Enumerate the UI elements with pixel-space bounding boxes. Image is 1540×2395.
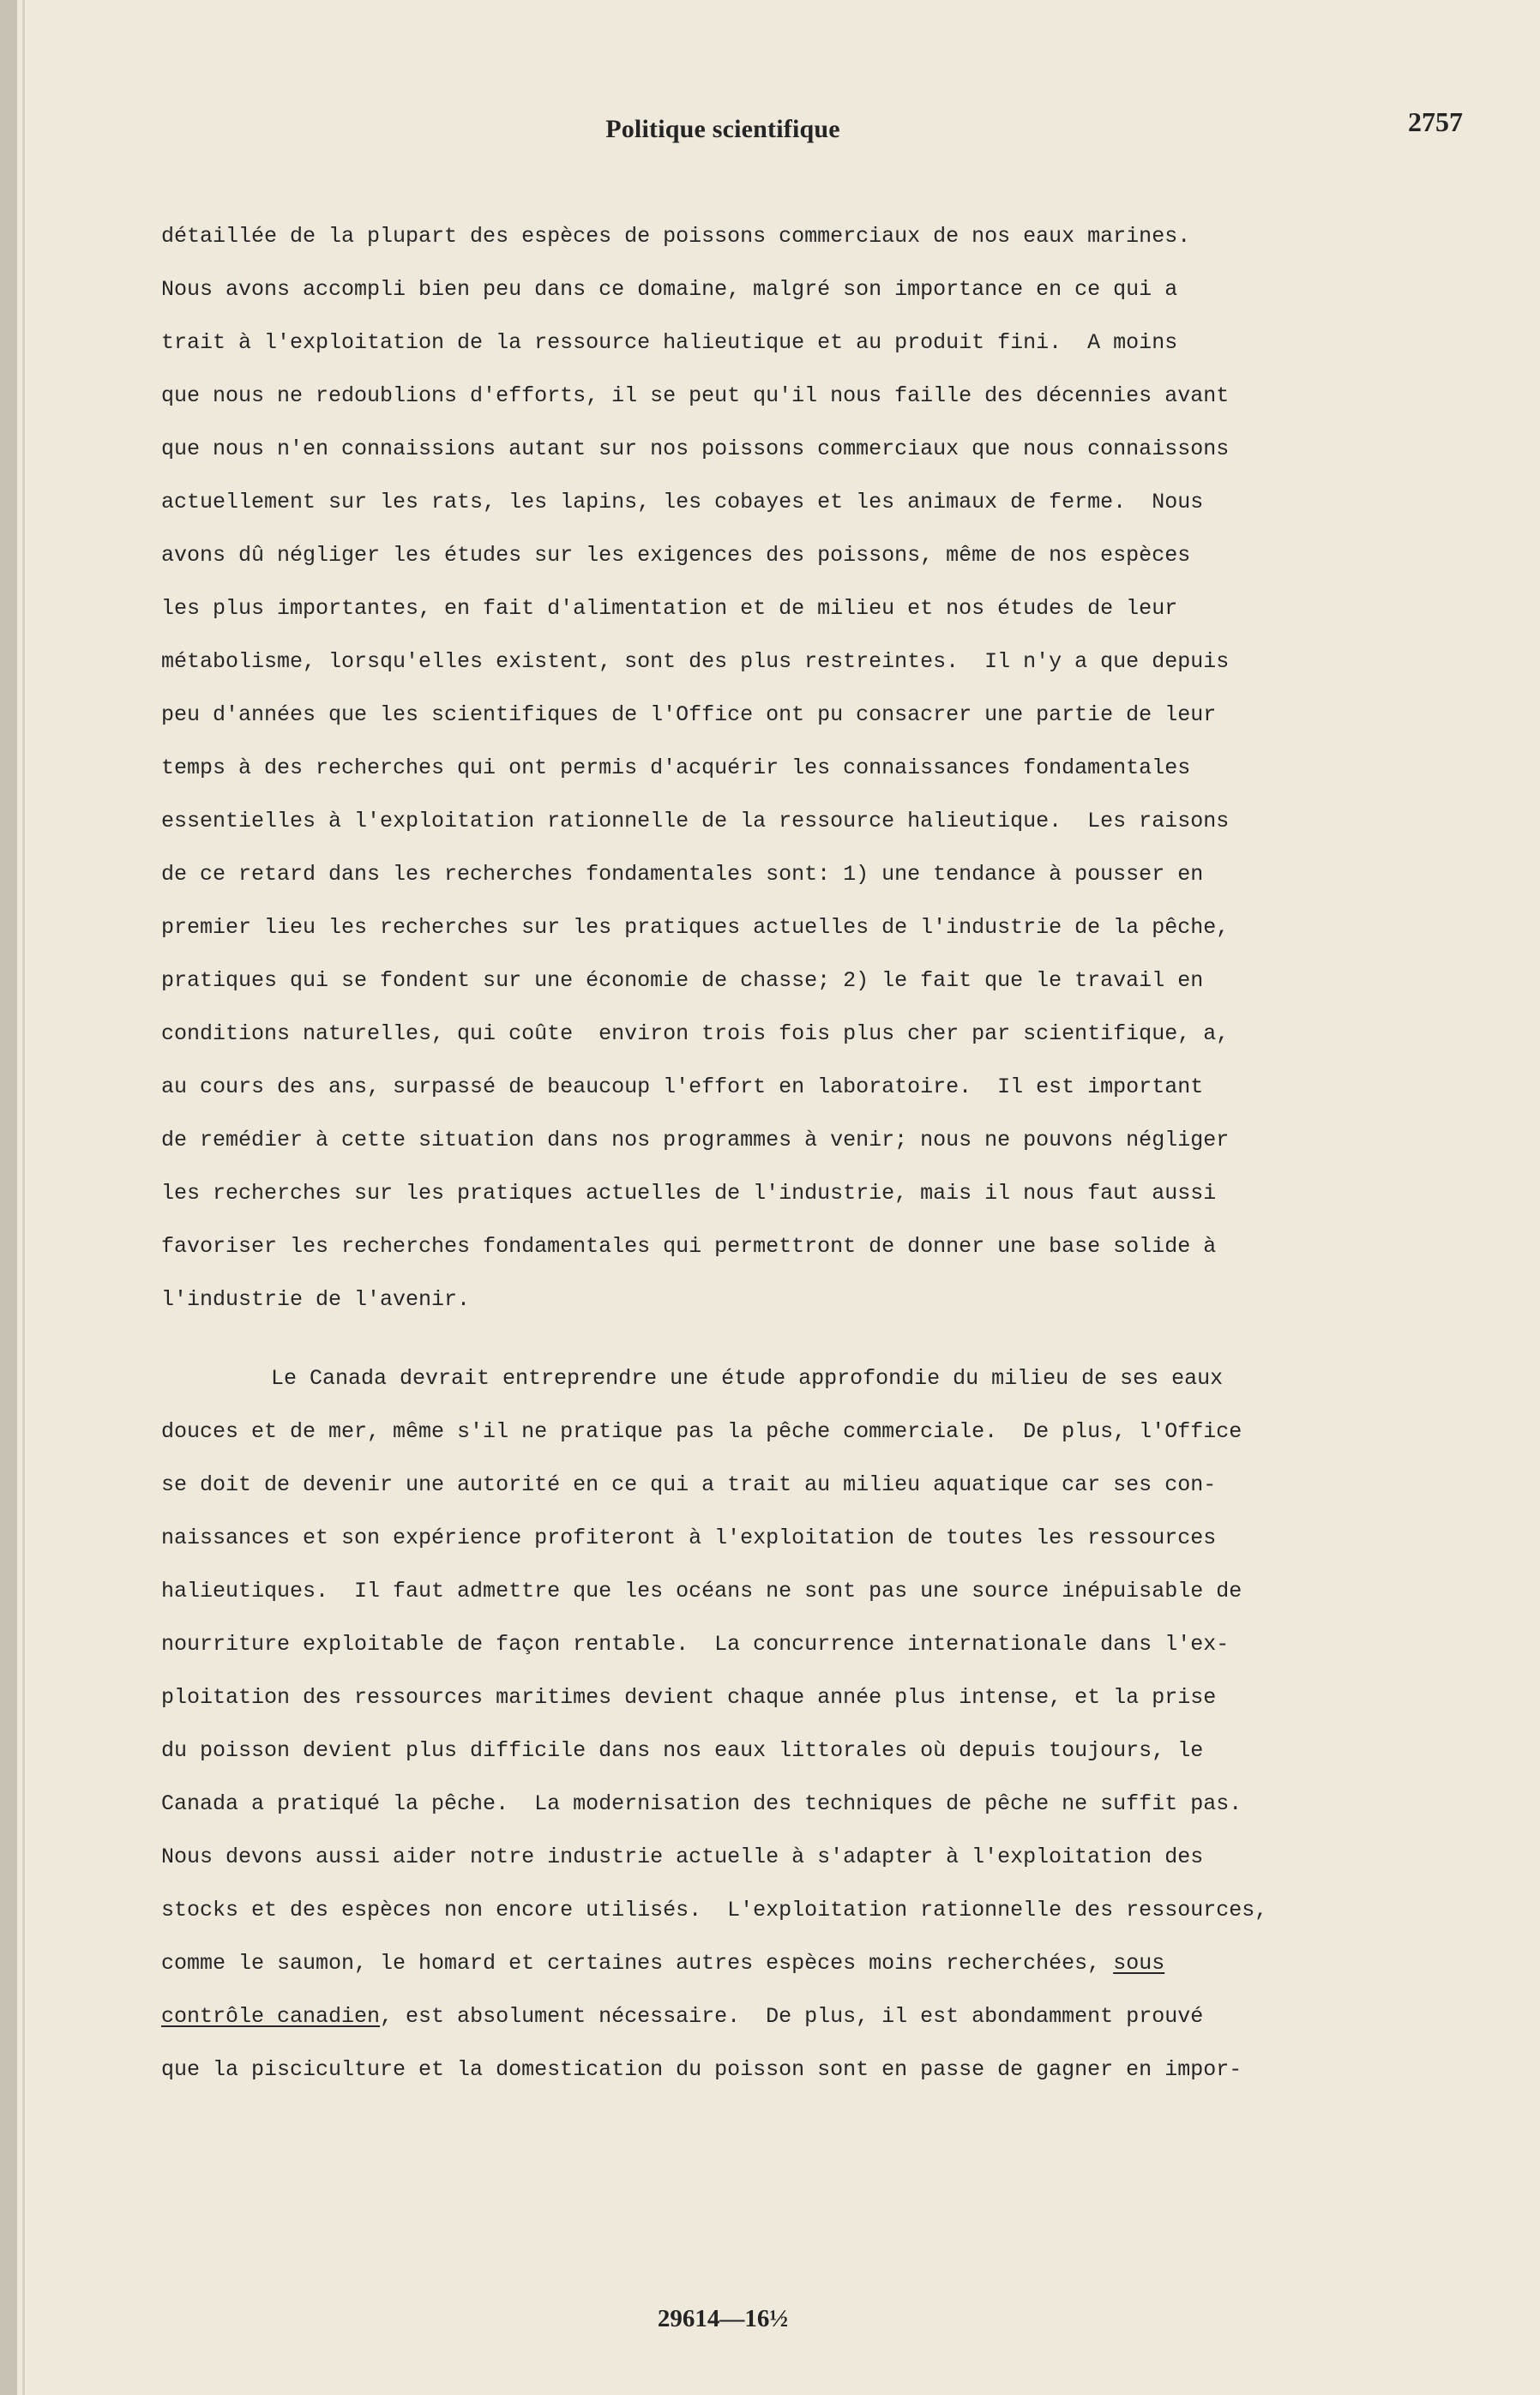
text-line: Canada a pratiqué la pêche. La modernisation des techniques de pêche ne suffit pas. — [161, 1791, 1242, 1816]
text-line: peu d'années que les scientifiques de l'Office ont pu consacrer une partie de leur — [161, 702, 1217, 727]
text-line — [161, 1990, 1302, 2043]
text-line: Nous avons accompli bien peu dans ce domaine, malgré son importance en ce qui a — [161, 277, 1178, 302]
text-line: métabolisme, lorsqu'elles existent, sont des plus restreintes. Il n'y a que depuis — [161, 649, 1230, 674]
text-line: pratiques qui se fondent sur une économie de chasse; 2) le fait que le travail en — [161, 968, 1204, 993]
text-line: Le Canada devrait entreprendre une étude approfondie du milieu de ses eaux — [271, 1366, 1224, 1391]
paragraph-2 — [161, 1352, 1302, 2097]
text-line: au cours des ans, surpassé de beaucoup l'effort en laboratoire. Il est important — [161, 1074, 1204, 1099]
text-line: Nous devons aussi aider notre industrie actuelle à s'adapter à l'exploitation des — [161, 1844, 1204, 1869]
text-line: avons dû négliger les études sur les exigences des poissons, même de nos espèces — [161, 543, 1191, 568]
running-header-title: Politique scientifique — [605, 115, 840, 143]
text-line: détaillée de la plupart des espèces de poissons commerciaux de nos eaux marines. — [161, 224, 1191, 249]
text-segment: comme le saumon, le homard et certaines autres espèces moins recherchées, — [161, 1951, 1114, 1976]
underlined-text: contrôle canadien — [161, 2004, 381, 2029]
text-line: premier lieu les recherches sur les pratiques actuelles de l'industrie de la pêche, — [161, 915, 1230, 940]
text-line: que la pisciculture et la domestication du poisson sont en passe de gagner en impor- — [161, 2057, 1242, 2082]
page-spine — [0, 0, 17, 2395]
page-number: 2757 — [1408, 106, 1463, 137]
body-text — [161, 210, 1302, 2097]
text-line: stocks et des espèces non encore utilisés. L'exploitation rationnelle des ressources, — [161, 1898, 1268, 1923]
text-line: de ce retard dans les recherches fondamentales sont: 1) une tendance à pousser en — [161, 862, 1204, 887]
printer-signature: 29614—16½ — [657, 2305, 789, 2332]
text-line: que nous n'en connaissions autant sur nos poissons commerciaux que nous connaissons — [161, 436, 1230, 461]
text-line: de remédier à cette situation dans nos programmes à venir; nous ne pouvons négliger — [161, 1128, 1230, 1152]
paragraph-2-lines — [161, 1352, 1302, 1937]
text-line: du poisson devient plus difficile dans nos eaux littorales où depuis toujours, le — [161, 1738, 1204, 1763]
text-line — [161, 1937, 1302, 1990]
text-line: favoriser les recherches fondamentales qui permettront de donner une base solide à — [161, 1234, 1217, 1259]
text-line: essentielles à l'exploitation rationnelle de la ressource halieutique. Les raisons — [161, 809, 1230, 833]
text-line: nourriture exploitable de façon rentable. La concurrence internationale dans l'ex- — [161, 1632, 1230, 1657]
text-segment: , est absolument nécessaire. De plus, il est abondamment prouvé — [380, 2004, 1204, 2029]
text-line: conditions naturelles, qui coûte environ trois fois plus cher par scientifique, a, — [161, 1021, 1230, 1046]
text-line: ploitation des ressources maritimes devient chaque année plus intense, et la prise — [161, 1685, 1217, 1710]
text-line: se doit de devenir une autorité en ce qui a trait au milieu aquatique car ses con- — [161, 1472, 1217, 1497]
text-line: les recherches sur les pratiques actuelles de l'industrie, mais il nous faut aussi — [161, 1181, 1217, 1206]
paragraph-2-closing-lines — [161, 2043, 1302, 2097]
text-line: trait à l'exploitation de la ressource halieutique et au produit fini. A moins — [161, 330, 1178, 355]
text-line: que nous ne redoublions d'efforts, il se peut qu'il nous faille des décennies avant — [161, 383, 1230, 408]
page-spine-edge — [22, 0, 25, 2395]
text-line: halieutiques. Il faut admettre que les océans ne sont pas une source inépuisable de — [161, 1579, 1242, 1604]
paragraph-gap — [161, 1327, 1302, 1352]
text-line: douces et de mer, même s'il ne pratique pas la pêche commerciale. De plus, l'Office — [161, 1419, 1242, 1444]
text-line: naissances et son expérience profiteront à l'exploitation de toutes les ressources — [161, 1525, 1217, 1550]
text-line: les plus importantes, en fait d'alimentation et de milieu et nos études de leur — [161, 596, 1178, 621]
text-line: l'industrie de l'avenir. — [161, 1287, 471, 1312]
text-line: actuellement sur les rats, les lapins, les cobayes et les animaux de ferme. Nous — [161, 490, 1204, 515]
underlined-text: sous — [1113, 1951, 1165, 1976]
paragraph-1 — [161, 210, 1302, 1327]
text-line: temps à des recherches qui ont permis d'acquérir les connaissances fondamentales — [161, 755, 1191, 780]
